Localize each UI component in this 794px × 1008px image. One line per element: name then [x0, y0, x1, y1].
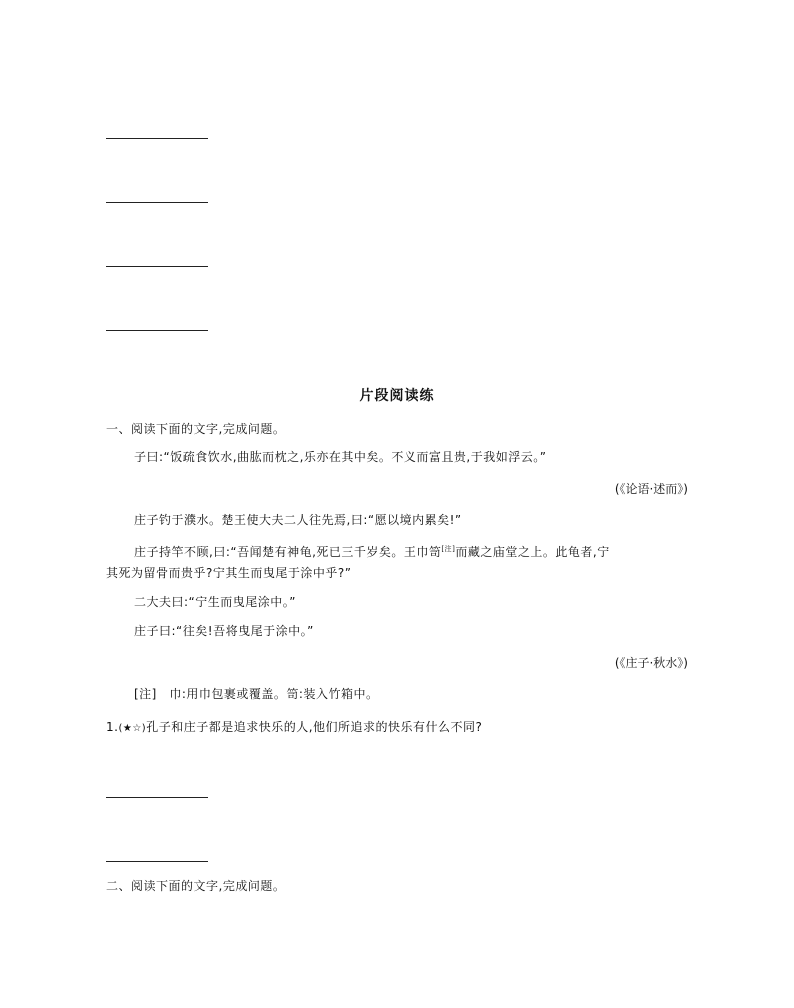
zhuangzi-paragraph-2-part-a: 庄子持竿不顾,曰:“吾闻楚有神龟,死已三千岁矣。王巾笥 [134, 545, 442, 559]
part2-instruction: 二、阅读下面的文字,完成问题。 [106, 879, 286, 893]
question-1-number: 1. [106, 720, 119, 734]
answer-line [106, 266, 208, 267]
part1-instruction: 一、阅读下面的文字,完成问题。 [106, 422, 286, 436]
footnote-marker: [注] [441, 545, 456, 553]
answer-line [106, 138, 208, 139]
zhuangzi-paragraph-2-part-b: 而藏之庙堂之上。此龟者,宁 [455, 545, 610, 559]
source-zhuangzi: (《庄子·秋水》) [614, 656, 688, 670]
zhuangzi-paragraph-3: 二大夫曰:“宁生而曳尾涂中。” [134, 595, 296, 609]
zhuangzi-paragraph-2-continued: 其死为留骨而贵乎?宁其生而曳尾于涂中乎?” [106, 566, 352, 580]
answer-line [106, 797, 208, 798]
zhuangzi-paragraph-1: 庄子钓于濮水。楚王使大夫二人往先焉,曰:“愿以境内累矣!” [134, 513, 462, 527]
difficulty-star-icon: (★☆) [118, 723, 147, 734]
answer-line [106, 861, 208, 862]
confucius-quote: 子曰:“饭疏食饮水,曲肱而枕之,乐亦在其中矣。不义而富且贵,于我如浮云。” [134, 450, 547, 464]
answer-line [106, 330, 208, 331]
zhuangzi-paragraph-2 [134, 540, 610, 561]
zhuangzi-paragraph-4: 庄子曰:“往矣!吾将曳尾于涂中。” [134, 624, 314, 638]
question-1 [106, 718, 482, 738]
answer-line [106, 202, 208, 203]
section-title: 片段阅读练 [359, 388, 435, 404]
question-1-text: 孔子和庄子都是追求快乐的人,他们所追求的快乐有什么不同? [146, 720, 483, 734]
annotation: [注] 巾:用巾包裹或覆盖。笥:装入竹箱中。 [134, 687, 379, 701]
source-lunyu: (《论语·述而》) [614, 482, 688, 496]
